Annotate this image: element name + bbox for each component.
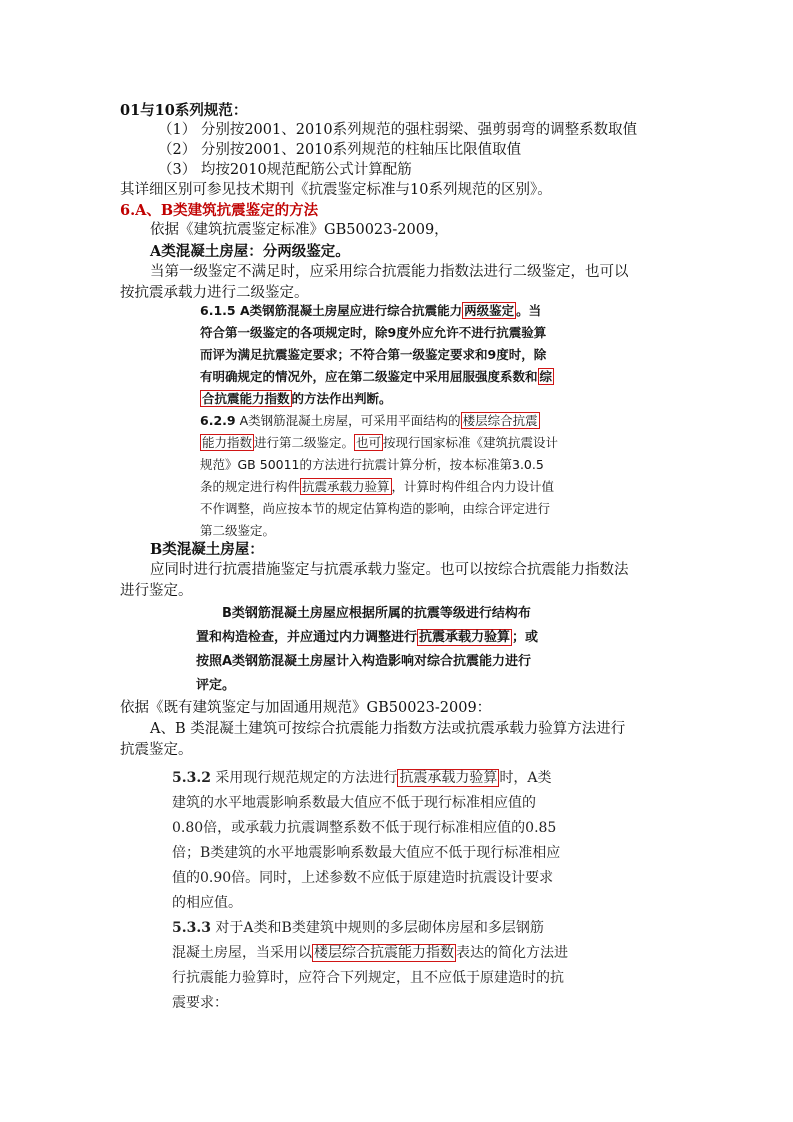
reference-note: 其详细区别可参见技术期刊《抗震鉴定标准与10系列规范的区别》。: [120, 182, 552, 198]
clause-line: [172, 916, 544, 941]
clause-text: 时，A类: [499, 770, 552, 786]
clause-line: 倍；B类建筑的水平地震影响系数最大值应不低于现行标准相应: [172, 845, 561, 861]
clause-line: [200, 432, 558, 454]
clause-text: 。当: [516, 303, 542, 318]
clause-text: ，计算时构件组合内力设计值: [391, 479, 555, 494]
highlight-box: 抗震承载力验算: [302, 479, 390, 494]
clause-line: 0.80倍，或承载力抗震调整系数不低于现行标准相应值的0.85: [172, 820, 557, 836]
clause-text: 条的规定进行构件: [200, 479, 301, 494]
clause-text: ；或: [512, 630, 539, 645]
paragraph-line: 按抗震承载力进行二级鉴定。: [120, 285, 309, 301]
paragraph-line: A、B 类混凝土建筑可按综合抗震能力指数方法或抗震承载力验算方法进行: [150, 721, 626, 737]
highlight-box: 楼层综合抗震: [462, 413, 538, 428]
clause-line: 而评为满足抗震鉴定要求；不符合第一级鉴定要求和9度时，除: [200, 347, 547, 362]
clause-line: 建筑的水平地震影响系数最大值应不低于现行标准相应值的: [172, 795, 536, 811]
clause-number: 5.3.2: [172, 770, 211, 786]
clause-text: 有明确规定的情况外，应在第二级鉴定中采用屈服强度系数和: [200, 369, 538, 384]
clause-text: 采用现行规范规定的方法进行: [210, 770, 398, 786]
highlight-box: 合抗震能力指数: [202, 391, 290, 406]
clause-line: 符合第一级鉴定的各项规定时，除9度外应允许不进行抗震验算: [200, 325, 547, 340]
list-item: （2） 分别按2001、2010系列规范的柱轴压比限值取值: [158, 142, 522, 158]
basis-text: 依据《既有建筑鉴定与加固通用规范》GB50023-2009：: [120, 700, 492, 716]
clause-text: 混凝土房屋，当采用以: [172, 945, 312, 961]
section-01-heading: 01与10系列规范：: [120, 102, 248, 119]
clause-text: 的方法作出判断。: [291, 391, 392, 406]
highlight-box: 综: [539, 369, 553, 384]
paragraph-line: 进行鉴定。: [120, 583, 193, 599]
clause-line: 第二级鉴定。: [200, 523, 276, 538]
section-6-heading: 6.A、B类建筑抗震鉴定的方法: [120, 202, 319, 219]
clause-line: [200, 476, 554, 498]
clause-number: 6.2.9: [200, 413, 236, 428]
clause-line: 行抗震能力验算时，应符合下列规定，且不应低于原建造时的抗: [172, 970, 564, 986]
highlight-box: 楼层综合抗震能力指数: [314, 945, 454, 961]
clause-line: [172, 941, 568, 966]
list-item: （3） 均按2010规范配筋公式计算配筋: [158, 162, 412, 178]
highlight-box: 抗震承载力验算: [399, 770, 498, 786]
clause-line: [200, 366, 554, 388]
clause-line: [200, 388, 392, 410]
paragraph-line: 应同时进行抗震措施鉴定与抗震承载力鉴定。也可以按综合抗震能力指数法: [150, 562, 629, 578]
b-class-label: B类混凝土房屋：: [150, 541, 264, 558]
clause-line: [200, 410, 540, 432]
paragraph-line: 抗震鉴定。: [120, 742, 193, 758]
clause-line: 评定。: [196, 678, 236, 693]
clause-number: 5.3.3: [172, 920, 211, 936]
clause-line: 震要求：: [172, 995, 228, 1011]
list-item: （1） 分别按2001、2010系列规范的强柱弱梁、强剪弱弯的调整系数取值: [158, 122, 638, 138]
clause-text: 进行第二级鉴定。: [254, 435, 355, 450]
clause-line: 值的0.90倍。同时，上述参数不应低于原建造时抗震设计要求: [172, 870, 554, 886]
clause-text: 按现行国家标准《建筑抗震设计: [383, 435, 559, 450]
clause-text: 对于A类和B类建筑中规则的多层砌体房屋和多层钢筋: [210, 920, 544, 936]
highlight-box: 能力指数: [202, 435, 253, 450]
clause-line: 不作调整，尚应按本节的规定估算构造的影响，由综合评定进行: [200, 501, 551, 516]
clause-text: A类钢筋混凝土房屋，可采用平面结构的: [235, 413, 461, 428]
basis-text: 依据《建筑抗震鉴定标准》GB50023-2009，: [150, 222, 449, 238]
clause-line: [196, 626, 538, 650]
a-class-label: A类混凝土房屋：分两级鉴定。: [150, 243, 350, 260]
highlight-box: 两级鉴定: [464, 303, 515, 318]
highlight-box: 也可: [356, 435, 382, 450]
paragraph-line: 当第一级鉴定不满足时，应采用综合抗震能力指数法进行二级鉴定，也可以: [150, 264, 629, 280]
clause-line: 的相应值。: [172, 895, 242, 911]
clause-line: B类钢筋混凝土房屋应根据所属的抗震等级进行结构布: [222, 606, 531, 621]
clause-line: [200, 300, 541, 322]
clause-line: [172, 766, 552, 791]
clause-line: 按照A类钢筋混凝土房屋计入构造影响对综合抗震能力进行: [196, 654, 532, 669]
highlight-box: 抗震承载力验算: [419, 630, 511, 645]
clause-text: 6.1.5 A类钢筋混凝土房屋应进行综合抗震能力: [200, 303, 463, 318]
clause-text: 表达的简化方法进: [456, 945, 568, 961]
clause-text: 置和构造检查，并应通过内力调整进行: [196, 630, 418, 645]
clause-line: 规范》GB 50011的方法进行抗震计算分析，按本标准第3.0.5: [200, 457, 544, 472]
